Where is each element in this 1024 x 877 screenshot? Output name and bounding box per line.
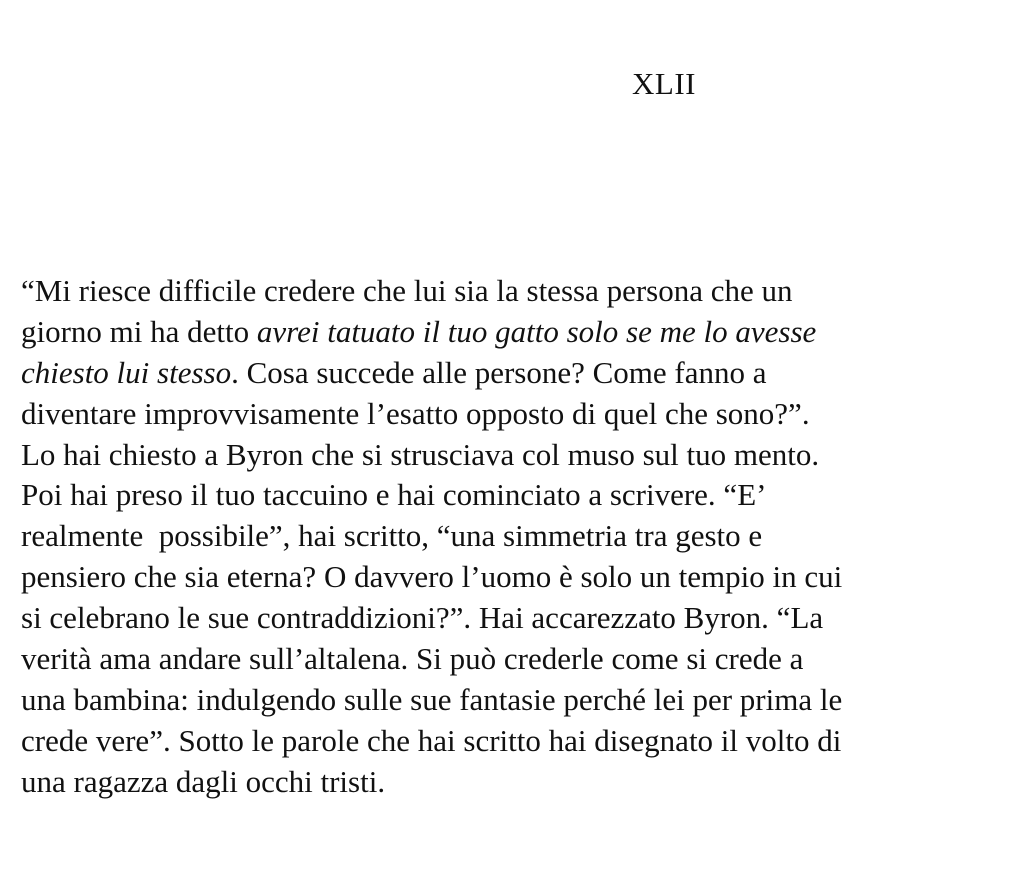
text-line-3-roman: . Cosa succede alle persone? Come fanno a <box>231 354 767 390</box>
text-line-3 <box>21 353 1011 394</box>
text-line-6: Poi hai preso il tuo taccuino e hai cominciato a scrivere. “E’ <box>21 477 767 513</box>
text-line-5: Lo hai chiesto a Byron che si strusciava col muso sul tuo mento. <box>21 436 820 472</box>
text-line-12: crede vere”. Sotto le parole che hai scritto hai disegnato il volto di <box>21 722 842 758</box>
chapter-body <box>21 271 1011 803</box>
chapter-title: XLII <box>632 66 696 101</box>
text-line-8: pensiero che sia eterna? O davvero l’uomo è solo un tempio in cui <box>21 559 843 595</box>
text-line-1: “Mi riesce difficile credere che lui sia la stessa persona che un <box>21 273 793 308</box>
text-line-2-roman: giorno mi ha detto <box>21 313 257 349</box>
text-line-2-italic: avrei tatuato il tuo gatto solo se me lo avesse <box>256 313 817 349</box>
text-line-9: si celebrano le sue contraddizioni?”. Hai accarezzato Byron. “La <box>21 600 824 636</box>
text-line-4: diventare improvvisamente l’esatto opposto di quel che sono?”. <box>21 395 810 431</box>
text-line-13: una ragazza dagli occhi tristi. <box>21 763 386 799</box>
text-line-3-italic: chiesto lui stesso <box>21 354 232 390</box>
text-line-11: una bambina: indulgendo sulle sue fantasie perché lei per prima le <box>21 681 843 717</box>
text-line-2 <box>21 312 1011 353</box>
text-line-7: realmente possibile”, hai scritto, “una simmetria tra gesto e <box>21 518 763 554</box>
text-line-10: verità ama andare sull’altalena. Si può crederle come si crede a <box>21 641 804 677</box>
